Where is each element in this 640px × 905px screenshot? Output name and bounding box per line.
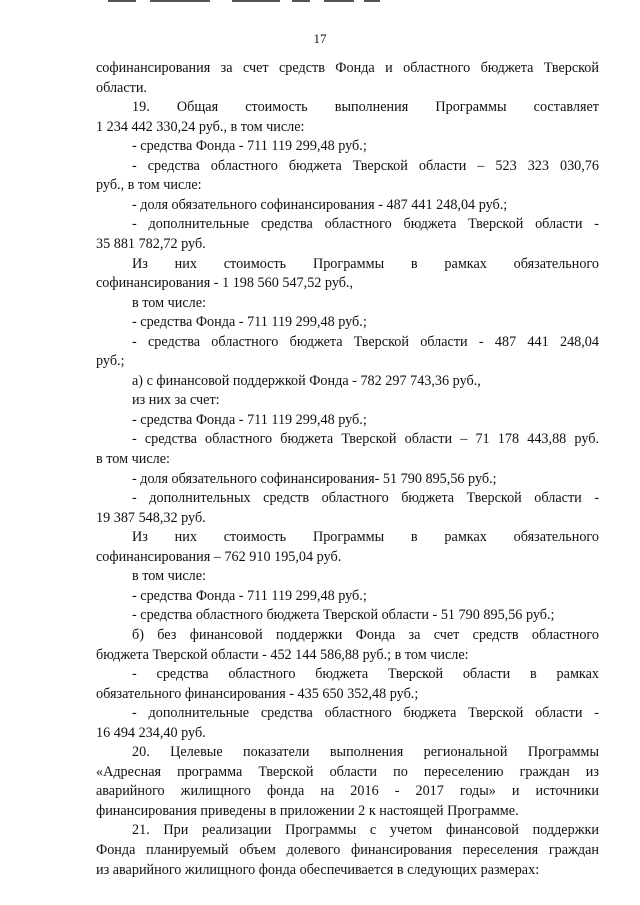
text-line: из них за счет:: [132, 392, 220, 409]
text-line: - дополнительных средств областного бюджета Тверской области -: [132, 490, 599, 507]
text-line: а) с финансовой поддержкой Фонда - 782 297 743,36 руб.,: [132, 372, 481, 389]
text-line: руб., в том числе:: [96, 177, 202, 194]
text-line: обязательного финансирования - 435 650 352,48 руб.;: [96, 685, 419, 702]
text-line: 1 234 442 330,24 руб., в том числе:: [96, 118, 305, 135]
text-line: софинансирования за счет средств Фонда и областного бюджета Тверской: [96, 60, 599, 76]
text-line: Из них стоимость Программы в рамках обязательного: [132, 255, 599, 272]
text-line: в том числе:: [132, 294, 206, 311]
text-line: софинансирования – 762 910 195,04 руб.: [96, 548, 342, 565]
text-line: 16 494 234,40 руб.: [96, 724, 206, 741]
text-line: 35 881 782,72 руб.: [96, 235, 206, 252]
text-line: б) без финансовой поддержки Фонда за счет средств областного: [132, 626, 599, 643]
text-line: - доля обязательного софинансирования- 51 790 895,56 руб.;: [132, 470, 497, 487]
text-line: бюджета Тверской области - 452 144 586,88 руб.; в том числе:: [96, 646, 469, 663]
text-line: 19. Общая стоимость выполнения Программы составляет: [132, 99, 599, 116]
text-line: области.: [96, 79, 147, 96]
text-line: - дополнительные средства областного бюджета Тверской области -: [132, 705, 599, 722]
text-line: - дополнительные средства областного бюджета Тверской области -: [132, 216, 599, 233]
text-line: - средства Фонда - 711 119 299,48 руб.;: [132, 314, 367, 331]
text-line: 20. Целевые показатели выполнения региональной Программы: [132, 744, 599, 761]
text-line: руб.;: [96, 353, 125, 370]
text-line: «Адресная программа Тверской области по переселению граждан из: [96, 763, 599, 780]
text-line: из аварийного жилищного фонда обеспечивается в следующих размерах:: [96, 861, 540, 878]
text-line: - средства областного бюджета Тверской области в рамках: [132, 666, 599, 683]
scan-edge-marks: [0, 0, 640, 4]
text-line: Из них стоимость Программы в рамках обязательного: [132, 529, 599, 546]
text-line: - доля обязательного софинансирования - 487 441 248,04 руб.;: [132, 196, 508, 213]
text-line: софинансирования - 1 198 560 547,52 руб.,: [96, 275, 354, 292]
text-line: в том числе:: [132, 568, 206, 585]
text-line: 21. При реализации Программы с учетом финансовой поддержки: [132, 822, 599, 839]
text-line: - средства областного бюджета Тверской области - 51 790 895,56 руб.;: [132, 607, 555, 624]
text-line: - средства областного бюджета Тверской области - 487 441 248,04: [132, 333, 599, 350]
text-line: - средства Фонда - 711 119 299,48 руб.;: [132, 411, 367, 428]
text-line: - средства областного бюджета Тверской области – 71 178 443,88 руб.: [132, 431, 599, 448]
text-line: финансирования приведены в приложении 2 к настоящей Программе.: [96, 802, 519, 819]
text-line: 19 387 548,32 руб.: [96, 509, 206, 526]
text-line: аварийного жилищного фонда на 2016 - 2017 годы» и источники: [96, 783, 599, 800]
page-number: 17: [313, 31, 327, 46]
text-line: - средства Фонда - 711 119 299,48 руб.;: [132, 587, 367, 604]
text-line: - средства областного бюджета Тверской области – 523 323 030,76: [132, 157, 599, 174]
text-line: - средства Фонда - 711 119 299,48 руб.;: [132, 138, 367, 155]
text-line: в том числе:: [96, 451, 170, 467]
text-line: Фонда планируемый объем долевого финансирования переселения граждан: [96, 842, 599, 858]
